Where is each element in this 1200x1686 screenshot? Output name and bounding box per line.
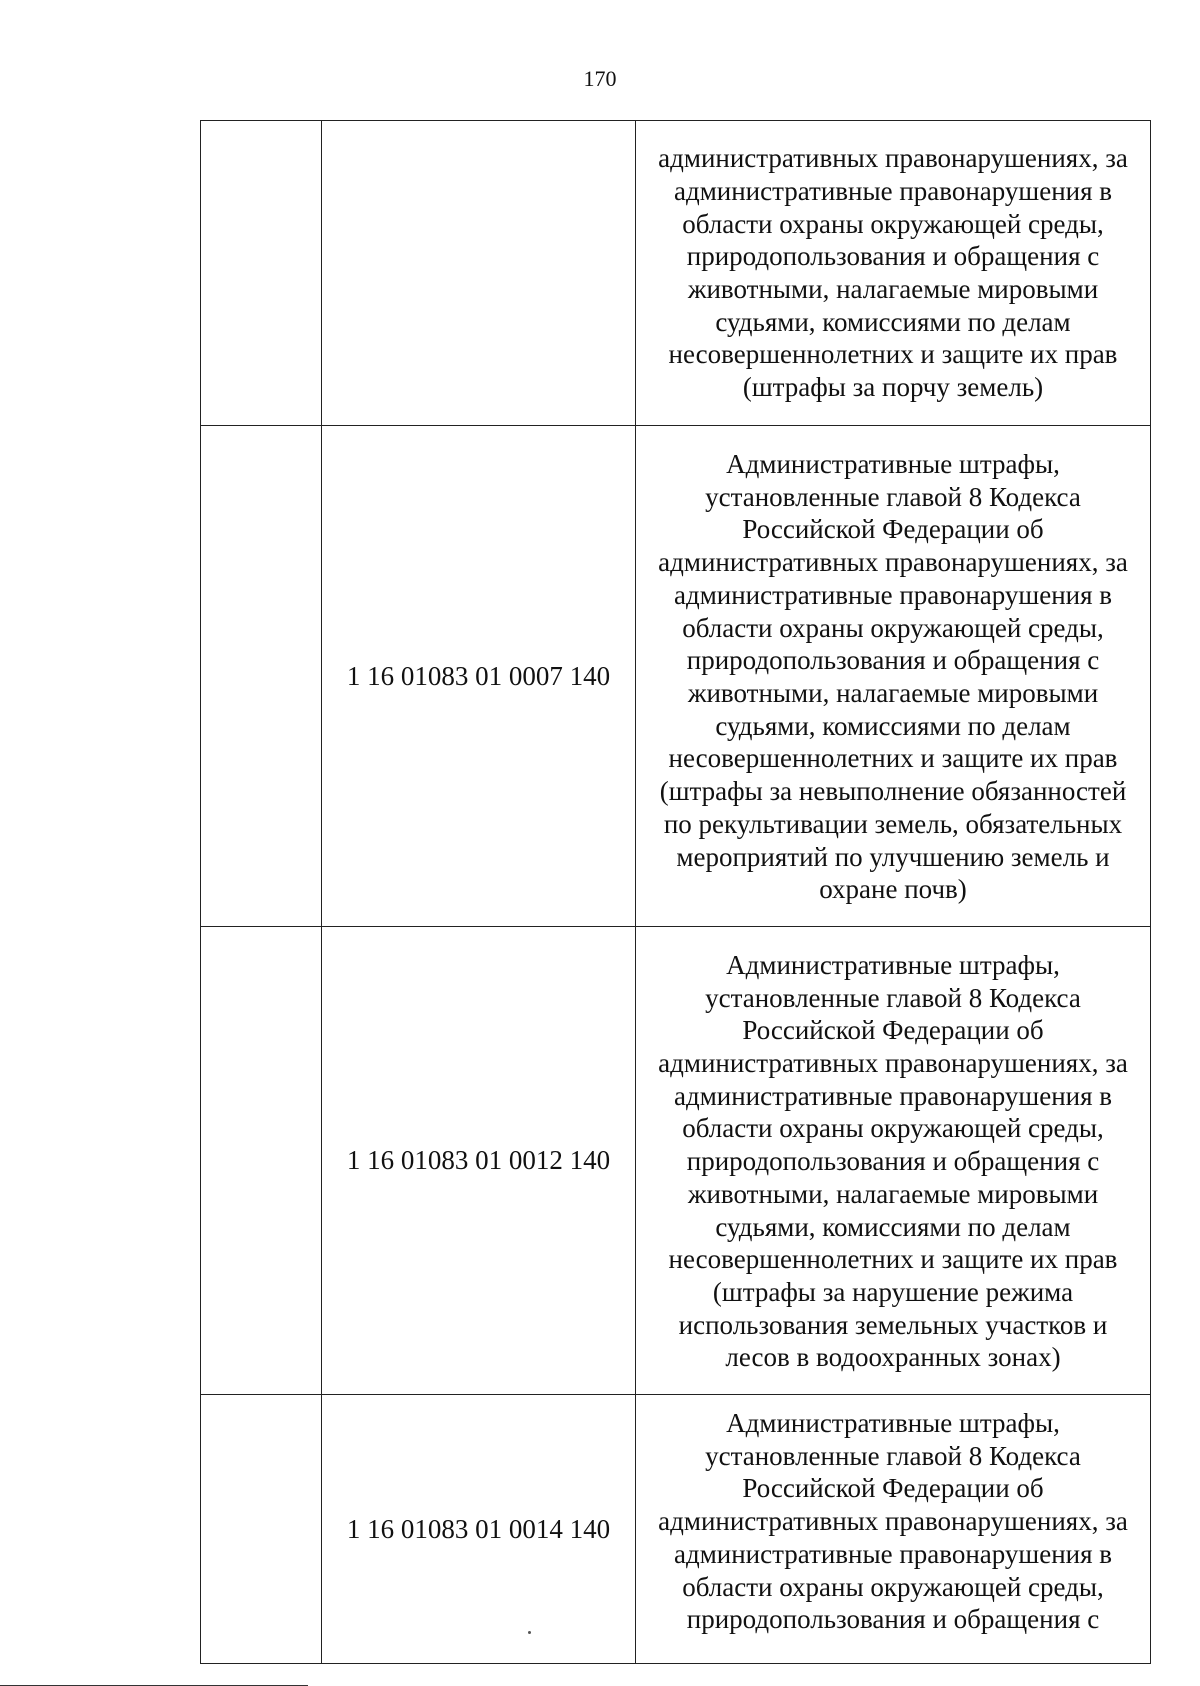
page-number: 170 [583,66,617,91]
description-cell: административных правонарушениях, за административные правонарушения в области охраны окружающей среды, природопользования и обращения с животными, налагаемые мировыми судьями, комиссиями по делам несовершеннолетних и защите их прав (штрафы за порчу земель) [636,121,1151,426]
table-row [201,426,1151,927]
table-row [201,927,1151,1395]
budget-code-cell: 1 16 01083 01 0014 140 [322,1395,636,1664]
budget-code-cell: 1 16 01083 01 0007 140 [322,426,636,927]
scan-speck [528,1631,531,1634]
budget-code-cell: 1 16 01083 01 0012 140 [322,927,636,1395]
description-cell: Административные штрафы, установленные главой 8 Кодекса Российской Федерации об административных правонарушениях, за административные правонарушения в области охраны окружающей среды, природопользования и обращения с животными, налагаемые мировыми судьями, комиссиями по делам несовершеннолетних и защите их прав (штрафы за невыполнение обязанностей по рекультивации земель, обязательных мероприятий по улучшению земель и охране почв) [636,426,1151,927]
description-cell: Административные штрафы, установленные главой 8 Кодекса Российской Федерации об административных правонарушениях, за административные правонарушения в области охраны окружающей среды, природопользования и обращения с животными, налагаемые мировыми судьями, комиссиями по делам несовершеннолетних и защите их прав (штрафы за нарушение режима использования земельных участков и лесов в водоохранных зонах) [636,927,1151,1395]
empty-cell [201,1395,322,1664]
empty-cell [201,426,322,927]
table-row [201,121,1151,426]
empty-cell [201,927,322,1395]
budget-code-table [200,120,1151,1664]
table-row [201,1395,1151,1664]
empty-cell [201,121,322,426]
description-cell: Административные штрафы, установленные главой 8 Кодекса Российской Федерации об административных правонарушениях, за административные правонарушения в области охраны окружающей среды, природопользования и обращения с [636,1395,1151,1664]
budget-code-cell [322,121,636,426]
